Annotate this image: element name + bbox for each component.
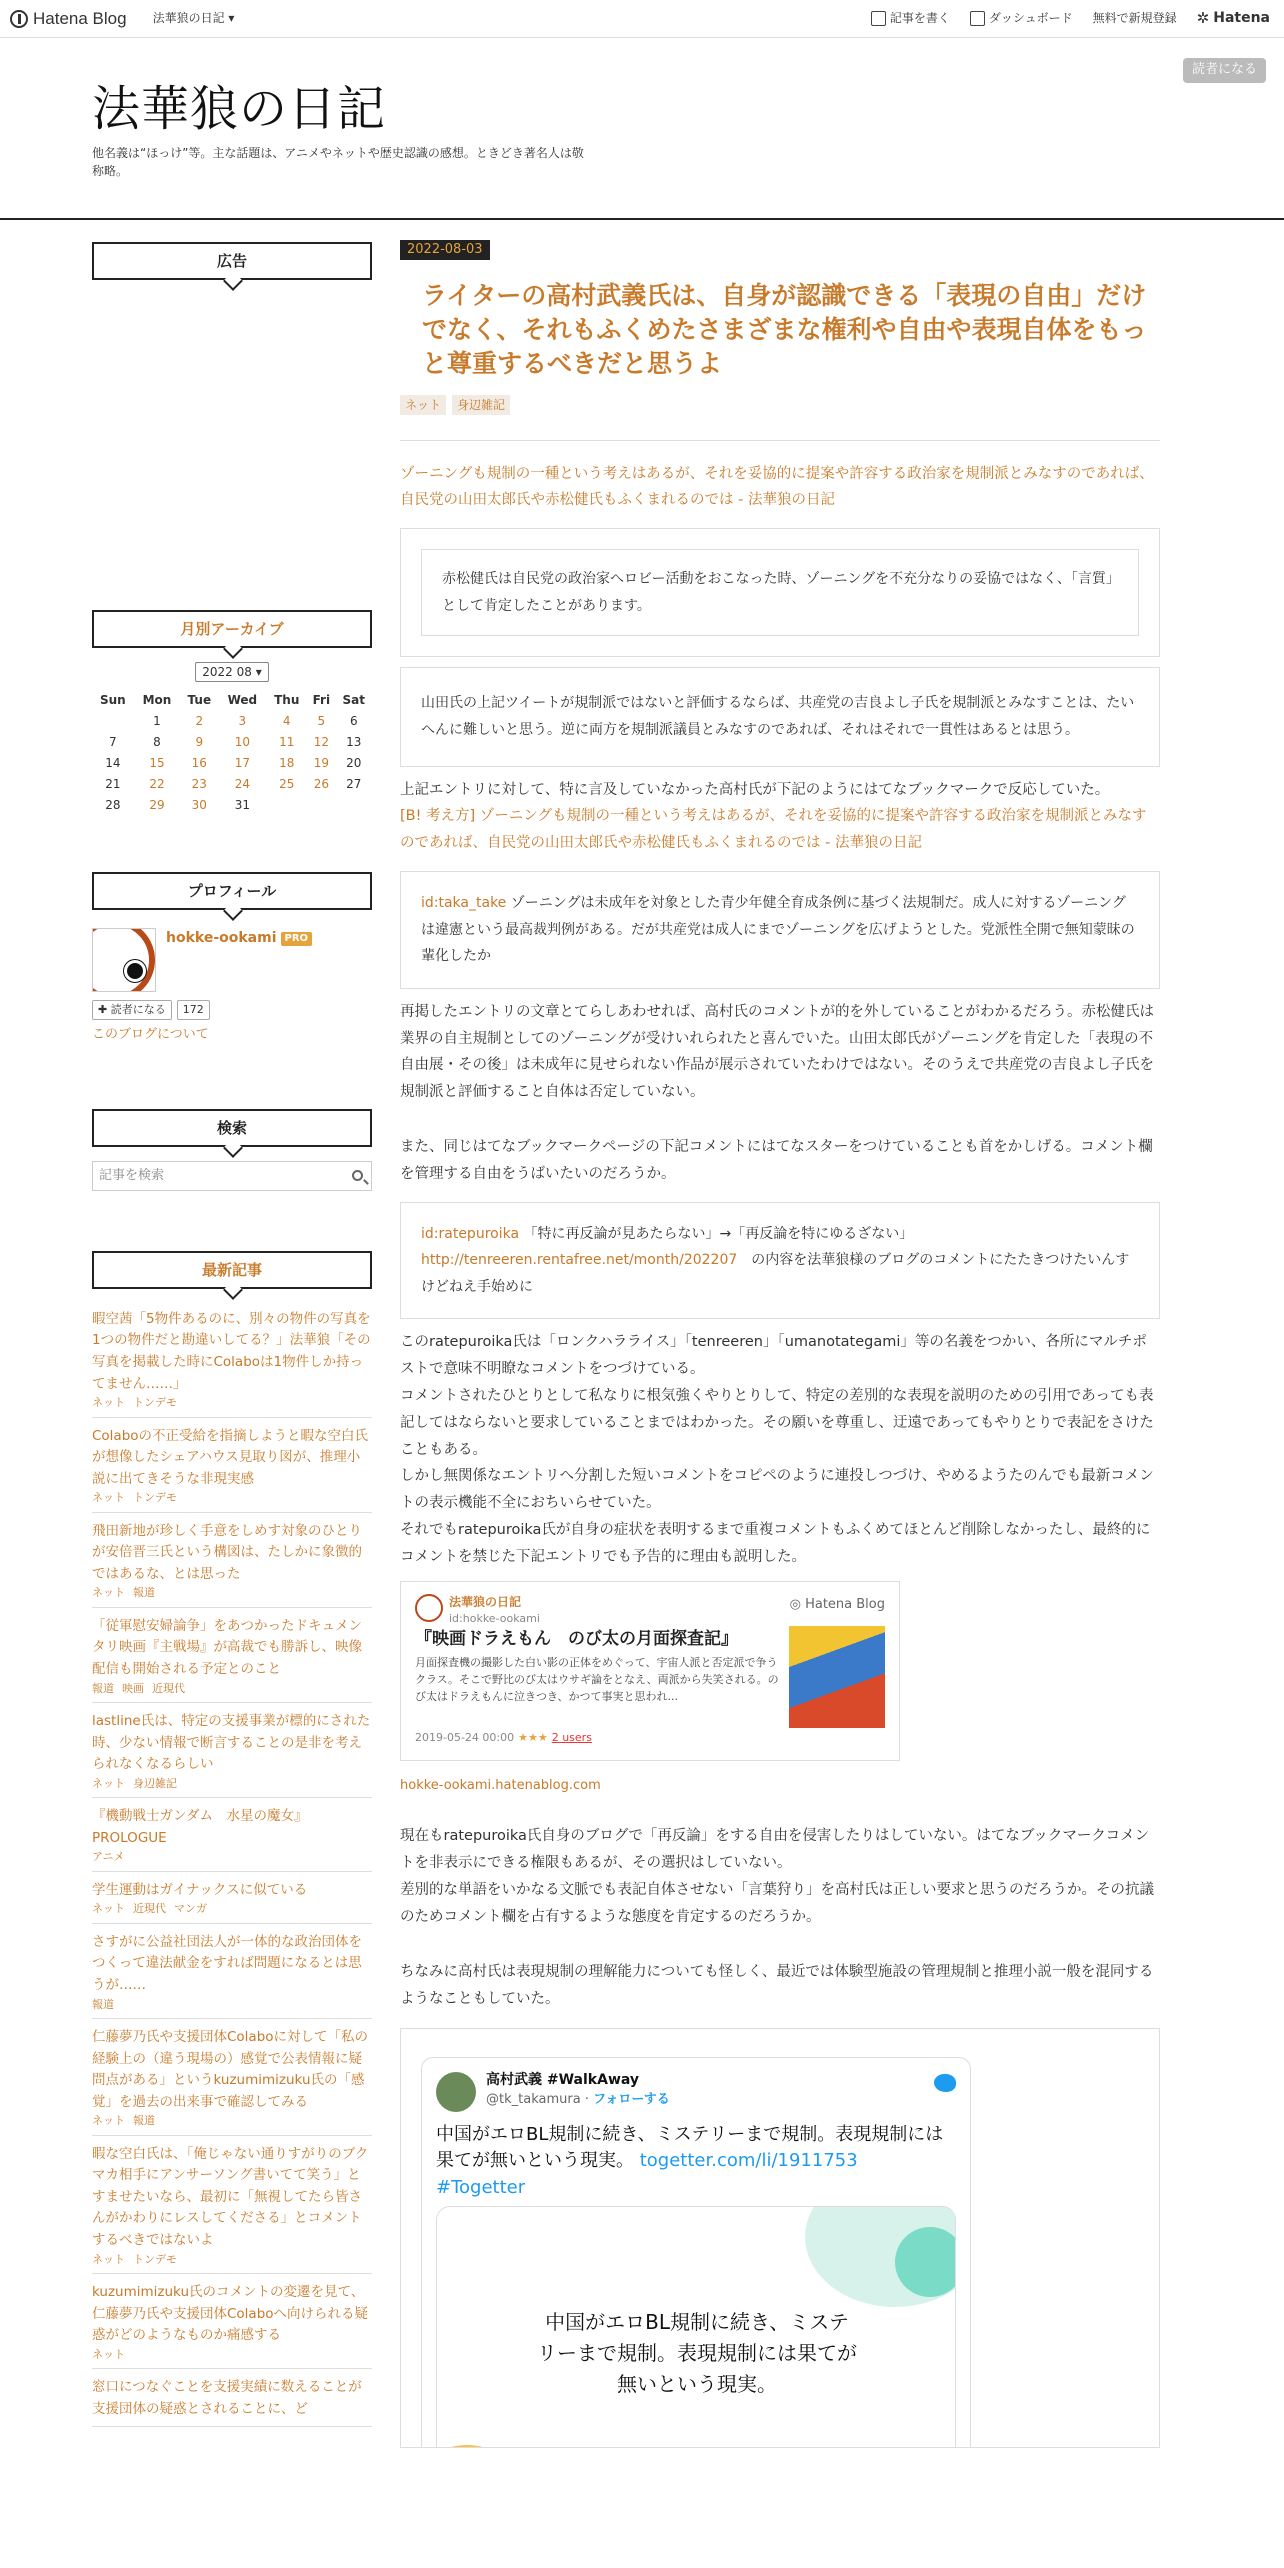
list-item [92, 2136, 372, 2274]
main-content [400, 235, 1160, 2448]
calendar-day [307, 795, 335, 816]
category-tag[interactable]: ネット [400, 395, 446, 415]
search-input[interactable] [92, 1161, 372, 1191]
list-item [92, 1513, 372, 1608]
paragraph: 再掲したエントリの文章とてらしあわせれば、高村氏のコメントが的を外していることがわかるだろう。赤松健氏は業界の自主規制としてのゾーニングが受けいれられたと喜んでいた。山田太郎氏がゾーニングを肯定した「表現の不自由展・その後」は未成年に見せられない作品が展示されていたわけではない。そのうえで共産党の吉良よし子氏を規制派と評価すること自体は否定していない。 [400, 1003, 1154, 1101]
category-tag[interactable]: ネット [92, 1396, 125, 1410]
calendar-weekday: Mon [142, 693, 172, 707]
calendar-day: 7 [109, 735, 117, 749]
nested-blockquote: 赤松健氏は自民党の政治家へロビー活動をおこなった時、ゾーニングを不充分なりの妥協ではなく、「言質」として肯定したことがあります。 [421, 549, 1139, 636]
calendar-day[interactable]: 5 [317, 714, 326, 728]
hatena-label: Hatena [1213, 10, 1270, 27]
tweet-card-text: 中国がエロBL規制に続き、ミステリーまで規制。表現規制には果てが無いという現実。 [537, 2310, 857, 2397]
external-link[interactable]: http://tenreeren.rentafree.net/month/202207 [421, 1252, 738, 1269]
card-site-name: 法華狼の日記 [449, 1594, 522, 1609]
blog-description: 他名義は“ほっけ”等。主な話題は、アニメやネットや歴史認識の感想。ときどき著名人は敬称略。 [92, 146, 584, 178]
about-link[interactable]: このブログについて [92, 1027, 209, 1042]
calendar-weekday: Sun [99, 693, 126, 707]
quote-text: 「特に再反論が見あたらない」→「再反論を特にゆるざない」 [519, 1225, 914, 1242]
recent-entry-tags [92, 1395, 372, 1410]
hatena-blog-logo[interactable] [10, 4, 127, 34]
calendar-day [92, 711, 134, 732]
tweet-hashtag[interactable]: #Togetter [436, 2176, 526, 2198]
tweet-text [436, 2122, 956, 2200]
paragraph: また、同じはてなブックマークページの下記コメントにはてなスターをつけていることも首をかしげる。コメント欄を管理する自由をうばいたいのだろうか。 [400, 1138, 1153, 1182]
category-tag[interactable]: 身辺雑記 [452, 395, 510, 415]
bookmark-link[interactable]: [B! 考え方] ゾーニングも規制の一種という考えはあるが、それを妥協的に提案や許容する政治家を規制派とみなすのであれば、自民党の山田太郎氏や赤松健氏もふくまれるのでは - 法華狼の日記 [400, 808, 1147, 852]
calendar-weekday: Wed [227, 693, 258, 707]
recent-entry-link[interactable]: 学生運動はガイナックスに似ている [92, 1881, 308, 1898]
calendar-day[interactable]: 22 [149, 777, 165, 791]
paragraph: それでもratepuroika氏が自身の症状を表明するまで重複コメントもふくめてほとんど削除しなかったし、最終的にコメントを禁じた下記エントリでも予告的に理由も説明した。 [400, 1522, 1151, 1565]
calendar-day[interactable]: 23 [191, 777, 207, 791]
calendar-day[interactable]: 12 [313, 735, 329, 749]
category-tag[interactable]: ネット [92, 1586, 125, 1600]
category-tag[interactable]: 映画 [122, 1681, 144, 1695]
recent-entry-link[interactable]: lastline氏は、特定の支援事業が標的にされた時、少ない情報で断言することの是非を考えられなくなるらしい [92, 1713, 371, 1773]
logo-text: Hatena Blog [33, 8, 127, 28]
calendar-week [92, 774, 372, 795]
tweet-handle-text: @tk_takamura [486, 2092, 581, 2108]
calendar-week [92, 795, 372, 816]
calendar-day: 1 [153, 714, 161, 728]
category-tag[interactable]: トンデモ [133, 1491, 177, 1505]
sidebar [92, 242, 372, 2427]
paragraph: ちなみに高村氏は表現規制の理解能力についても怪しく、最近では体験型施設の管理規制と推理小説一般を混同するようなこともしていた。 [400, 1963, 1154, 2007]
decor-blob [436, 2445, 527, 2448]
card-date: 2019-05-24 00:00 [415, 1731, 515, 1745]
tweet-avatar[interactable] [436, 2072, 476, 2112]
recent-heading[interactable]: 最新記事 [92, 1251, 372, 1289]
calendar-day: 14 [105, 756, 121, 770]
list-item [92, 1301, 372, 1418]
calendar-day: 31 [234, 798, 250, 812]
card-title: 『映画ドラえもん のび太の月面探査記』 [415, 1628, 738, 1649]
calendar-day[interactable]: 30 [191, 798, 207, 812]
paragraph: しかし無関係なエントリへ分割した短いコメントをコピペのように連投しつづけ、やめるようたのんでも最新コメントの表示機能不全におちいらせていた。 [400, 1468, 1154, 1512]
blockquote [400, 871, 1160, 989]
hatena-star-icon: ✲ [1196, 9, 1210, 28]
card-hatena-badge: ◎ Hatena Blog [789, 1596, 885, 1612]
recent-entry-tags [92, 1681, 372, 1696]
profile-subscribe-button[interactable]: ✚ 読者になる [92, 1000, 172, 1020]
bookmark-users[interactable]: 2 users [551, 1731, 592, 1745]
calendar-day[interactable]: 26 [313, 777, 329, 791]
category-tag[interactable]: マンガ [174, 1902, 207, 1916]
calendar-day[interactable]: 4 [282, 714, 291, 728]
calendar-week [92, 753, 372, 774]
calendar-day[interactable]: 15 [149, 756, 165, 770]
profile-name[interactable] [166, 928, 312, 992]
recent-entry-link[interactable]: 飛田新地が珍しく手意をしめす対象のひとりが安倍晋三氏という構図は、たしかに象徴的ではあるな、とは思った [92, 1522, 362, 1582]
list-item [92, 2019, 372, 2136]
calendar-day[interactable]: 10 [234, 735, 250, 749]
category-tag[interactable]: ネット [92, 1776, 125, 1790]
register-label: 無料で新規登録 [1092, 11, 1177, 25]
card-thumbnail [789, 1626, 885, 1728]
calendar-day[interactable]: 29 [149, 798, 165, 812]
category-tag[interactable]: トンデモ [133, 2252, 177, 2266]
blog-icon [415, 1594, 443, 1622]
recent-entry-tags [92, 1776, 372, 1791]
calendar-week [92, 711, 372, 732]
calendar-day: 21 [105, 777, 121, 791]
dashboard-label: ダッシュボード [988, 11, 1073, 25]
profile-name-text: hokke-ookami [166, 930, 277, 946]
list-item [92, 1608, 372, 1703]
archive-select-value: 2022 08 [202, 665, 252, 679]
calendar-day[interactable]: 17 [234, 756, 250, 770]
tweet-embed[interactable] [421, 2057, 971, 2448]
tweet-embed-container [400, 2028, 1160, 2448]
blog-header [0, 38, 1284, 220]
tweet-link-card[interactable] [436, 2206, 956, 2448]
category-tag[interactable]: ネット [92, 1902, 125, 1916]
profile-heading: プロフィール [92, 872, 372, 910]
category-tag[interactable]: 身辺雑記 [133, 1776, 177, 1790]
recent-entry-link[interactable]: kuzumimizuku氏のコメントの変遷を見て、仁藤夢乃氏や支援団体Colaboへ向けられる疑惑がどのようなものか痛感する [92, 2284, 369, 2344]
category-tag[interactable]: 報道 [133, 1586, 155, 1600]
tweet-handle: @tk_takamura · フォローする [486, 2092, 670, 2108]
category-tag[interactable]: ネット [92, 2252, 125, 2266]
calendar-day: 27 [346, 777, 362, 791]
card-description: 月面探査機の撮影した白い影の正体をめぐって、宇宙人派と否定派で争うクラス。そこで野比のび太はウサギ論をとなえ、両派から失笑される。のび太はドラえもんに泣きつき、かつて事実と思われ... [415, 1655, 779, 1703]
calendar-day[interactable]: 18 [279, 756, 295, 770]
calendar-day [336, 795, 372, 816]
subscribe-button[interactable]: 読者になる [1183, 58, 1266, 83]
search-placeholder: 記事を検索 [99, 1167, 165, 1183]
list-item [92, 2274, 372, 2369]
star-icon: ★★★ [518, 1731, 548, 1745]
user-id-link[interactable]: id:taka_take [421, 894, 507, 911]
quote-text: の内容を法華狼様のブログのコメントにたたきつけたいんすけどねえ手始めに [421, 1252, 1130, 1295]
calendar-day[interactable]: 11 [279, 735, 295, 749]
list-item [92, 1872, 372, 1924]
card-source-link[interactable]: hokke-ookami.hatenablog.com [400, 1777, 601, 1793]
entry-link[interactable]: ゾーニングも規制の一種という考えはあるが、それを妥協的に提案や許容する政治家を規制派とみなすのであれば、自民党の山田太郎氏や赤松健氏もふくまれるのでは - 法華狼の日記 [400, 465, 1154, 509]
calendar-day: 6 [349, 714, 358, 728]
recent-entry-tags [92, 1997, 372, 2012]
hatena-link[interactable] [1197, 5, 1270, 31]
archive-heading[interactable]: 月別アーカイブ [92, 610, 372, 648]
follow-button[interactable]: フォローする [593, 2092, 670, 2108]
category-tag[interactable]: ネット [92, 2347, 125, 2361]
twitter-bird-icon[interactable] [934, 2074, 956, 2092]
category-tag[interactable]: ネット [92, 2114, 125, 2128]
calendar-weekday: Thu [274, 693, 300, 707]
blog-title[interactable]: 法華狼の日記 [92, 81, 387, 137]
list-item [92, 2369, 372, 2427]
category-tag[interactable]: ネット [92, 1491, 125, 1505]
pencil-icon [871, 11, 886, 26]
category-tag[interactable]: 近現代 [133, 1902, 166, 1916]
entry-title[interactable]: ライターの高村武義氏は、自身が認識できる「表現の自由」だけでなく、それもふくめたさまざまな権利や自由や表現自体をもっと尊重するべきだと思うよ [422, 281, 1147, 378]
calendar-day[interactable]: 9 [195, 735, 204, 749]
recent-entry-tags [92, 1849, 372, 1864]
blog-menu-label: 法華狼の日記 [152, 11, 225, 25]
write-label: 記事を書く [889, 11, 950, 25]
category-tag[interactable]: 報道 [92, 1681, 114, 1695]
paragraph: 現在もratepuroika氏自身のブログで「再反論」をする自由を侵害したりはしていない。はてなブックマークコメントを非表示にできる権限もあるが、その選択はしていない。 [400, 1828, 1150, 1872]
recent-entry-link[interactable]: 暇空茜「5物件あるのに、別々の物件の写真を1つの物件だと勘違いしてる？」法華狼「その写真を掲載した時にColaboは1物件しか持ってません……」 [92, 1310, 371, 1392]
recent-list [92, 1301, 372, 2428]
search-heading: 検索 [92, 1109, 372, 1147]
subscriber-count: 172 [177, 1000, 210, 1020]
blog-card[interactable] [400, 1581, 900, 1761]
recent-entry-link[interactable]: 仁藤夢乃氏や支援団体Colaboに対して「私の経験上の（違う現場の）感覚で公表情報に疑問点がある」というkuzumimizuku氏の「感覚」を過去の出来事で確認してみる [92, 2028, 369, 2110]
category-tag[interactable]: アニメ [92, 1850, 125, 1864]
list-item [92, 1798, 372, 1872]
dashboard-button[interactable] [970, 8, 1073, 29]
ad-space [92, 280, 372, 610]
recent-entry-link[interactable]: 『機動戦士ガンダム 水星の魔女』PROLOGUE [92, 1808, 308, 1846]
ad-heading: 広告 [92, 242, 372, 280]
calendar-day: 13 [346, 735, 362, 749]
tweet-body: 中国がエロBL規制に続き、ミステリーまで規制。表現規制には果てが無いという現実。 [436, 2124, 944, 2172]
entry-date[interactable]: 2022-08-03 [400, 240, 490, 260]
blockquote [400, 528, 1160, 657]
list-item [92, 1418, 372, 1513]
recent-entry-tags [92, 2113, 372, 2128]
calendar-day[interactable]: 24 [234, 777, 250, 791]
list-item [92, 1703, 372, 1798]
tweet-author-name[interactable]: 高村武義 #WalkAway [486, 2072, 640, 2089]
calendar-day: 28 [105, 798, 121, 812]
blog-menu[interactable]: 法華狼の日記 ▾ [152, 11, 235, 25]
archive-month-select[interactable]: 2022 08 ▾ [195, 662, 269, 682]
recent-entry-tags [92, 2347, 372, 2362]
pro-badge: PRO [281, 932, 313, 946]
paragraph: 上記エントリに対して、特に言及していなかった高村氏が下記のようにはてなブックマークで反応していた。 [400, 781, 1110, 798]
tweet-link[interactable]: togetter.com/li/1911753 [639, 2150, 858, 2172]
top-bar [0, 0, 1284, 38]
recent-entry-tags [92, 2252, 372, 2267]
dashboard-icon [970, 11, 985, 26]
paragraph: 差別的な単語をいかなる文脈でも表記自体させない「言葉狩り」を高村氏は正しい要求と思うのだろうか。その抗議のためコメント欄を占有するような態度を肯定するのだろうか。 [400, 1882, 1154, 1925]
recent-entry-link[interactable]: 「従軍慰安婦論争」をあつかったドキュメンタリ映画『主戦場』が高裁でも勝訴し、映像配信も開始される予定とのこと [92, 1617, 362, 1678]
calendar-day[interactable]: 3 [238, 714, 247, 728]
recent-entry-link[interactable]: 暇な空白氏は、「俺じゃない通りすがりのブクマカ相手にアンサーソング書いてて笑う」とすませたいなら、最初に「無視してたら皆さんがかわりにレスしてくださる」とコメントするべきではないよ [92, 2145, 369, 2249]
hatena-logo-icon [10, 10, 28, 28]
card-badge-text: Hatena Blog [805, 1596, 885, 1612]
recent-entry-link[interactable]: 窓口につなぐことを支援実績に数えることが支援団体の疑惑とされることに、ど [92, 2379, 362, 2417]
recent-entry-link[interactable]: Colaboの不正受給を指摘しようと暇な空白氏が想像したシェアハウス見取り図が、推理小説に出てきそうな非現実感 [92, 1427, 369, 1487]
register-link[interactable] [1093, 8, 1177, 29]
recent-entry-tags [92, 1490, 372, 1505]
divider [400, 440, 1160, 441]
entry-categories [400, 395, 1160, 416]
calendar-day: 20 [346, 756, 362, 770]
category-tag[interactable]: 近現代 [152, 1681, 185, 1695]
profile-subscribe-label: 読者になる [110, 1003, 166, 1016]
paragraph: このratepuroika氏は「ロンクハラライス」「tenreeren」「umanotategami」等の名義をつかい、各所にマルチポストで意味不明瞭なコメントをつづけている。 [400, 1334, 1147, 1378]
calendar-weekday: Tue [187, 693, 212, 707]
calendar-day: 8 [153, 735, 161, 749]
category-tag[interactable]: トンデモ [133, 1396, 177, 1410]
blockquote: 山田氏の上記ツイートが規制派ではないと評価するならば、共産党の吉良よし子氏を規制派とみなすことは、たいへんに難しいと思う。逆に両方を規制派議員とみなすのであれば、それはそれで一貫性はあるとは思う。 [400, 667, 1160, 766]
user-id-link[interactable]: id:ratepuroika [421, 1225, 520, 1242]
card-site-id: id:hokke-ookami [449, 1611, 540, 1625]
category-tag[interactable]: 報道 [133, 2114, 155, 2128]
recent-entry-tags [92, 1585, 372, 1600]
list-item [92, 1924, 372, 2019]
avatar[interactable] [92, 928, 156, 992]
calendar-day [266, 795, 307, 816]
calendar-header-row [92, 690, 372, 711]
paragraph: コメントされたひとりとして私なりに根気強くやりとりして、特定の差別的な表現を説明のための引用であっても表記してはならないと要求していることまではわかった。その願いを尊重し、迂遠であってもやりとりで表記をさけたこともある。 [400, 1388, 1154, 1458]
calendar-day[interactable]: 25 [279, 777, 295, 791]
calendar-day[interactable]: 2 [195, 714, 204, 728]
calendar [92, 690, 372, 816]
calendar-weekday: Sat [342, 693, 365, 707]
calendar-day[interactable]: 19 [313, 756, 329, 770]
write-article-button[interactable] [871, 8, 950, 29]
quote-text: ゾーニングは未成年を対象とした青少年健全育成条例に基づく法規制だ。成人に対するゾーニングは違憲という最高裁判例がある。だが共産党は成人にまでゾーニングを広げようとした。党派性全開で無知蒙昧の輩化したか [421, 894, 1135, 965]
calendar-week [92, 732, 372, 753]
recent-entry-link[interactable]: さすがに公益社団法人が一体的な政治団体をつくって違法献金をすれば問題になるとは思うが…… [92, 1933, 362, 1993]
calendar-day[interactable]: 16 [191, 756, 207, 770]
card-meta [415, 1728, 592, 1747]
recent-entry-tags [92, 1901, 372, 1916]
search-icon[interactable] [352, 1170, 363, 1181]
calendar-weekday: Fri [312, 693, 331, 707]
category-tag[interactable]: 報道 [92, 1997, 114, 2011]
blockquote [400, 1202, 1160, 1320]
